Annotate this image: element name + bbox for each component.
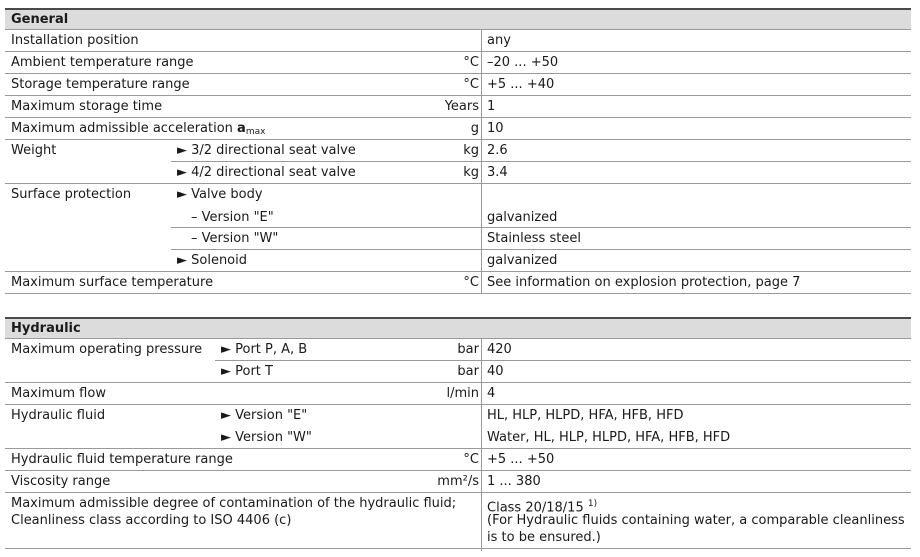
row-sublabel: ► Version "W" [221, 430, 312, 445]
row-value: 10 [487, 121, 504, 136]
row-unit: °C [463, 77, 479, 92]
row-label: Weight [11, 143, 57, 158]
row-label: Viscosity range [11, 474, 111, 489]
row-value: 1 ... 380 [487, 474, 541, 489]
table-row [215, 339, 911, 361]
row-value: any [487, 33, 511, 48]
row-value: 2.6 [487, 143, 508, 158]
row-label: Maximum surface temperature [11, 275, 214, 290]
row-label: Surface protection [11, 187, 132, 202]
table-row [171, 162, 911, 184]
row-sublabel: ► Port T [221, 364, 273, 379]
row-label [11, 121, 265, 140]
row-label: Hydraulic fluid [11, 408, 106, 423]
row-label: Hydraulic fluid temperature range [11, 452, 233, 467]
row-unit: kg [463, 143, 479, 158]
general-section [5, 8, 911, 294]
table-row [5, 30, 911, 52]
section-header [5, 317, 911, 339]
row-value: 4 [487, 386, 496, 401]
table-row [5, 272, 911, 294]
row-label: Maximum admissible degree of contamination of the hydraulic fluid; [11, 496, 457, 511]
table-row [171, 206, 911, 228]
row-label: Maximum storage time [11, 99, 163, 114]
table-row [5, 118, 911, 140]
row-value: –20 ... +50 [487, 55, 559, 70]
row-value: 40 [487, 364, 504, 379]
row-label: Storage temperature range [11, 77, 190, 92]
row-value: Stainless steel [487, 231, 581, 246]
row-label: Installation position [11, 33, 139, 48]
row-value-line2: (For Hydraulic fluids containing water, a comparable cleanliness [487, 513, 905, 528]
label-subscript: max [245, 127, 266, 137]
table-row [215, 405, 911, 427]
row-value: +5 ... +50 [487, 452, 555, 467]
row-value: HL, HLP, HLPD, HFA, HFB, HFD [487, 408, 684, 423]
row-value: 420 [487, 342, 512, 357]
label-text: Maximum admissible acceleration [11, 121, 238, 136]
row-unit: mm²/s [437, 474, 479, 489]
value-text: Class 20/18/15 [487, 500, 588, 516]
row-unit: °C [463, 55, 479, 70]
row-label-line2: Cleanliness class according to ISO 4406 (c) [11, 513, 292, 528]
hydraulic-section [5, 317, 911, 551]
row-label: Maximum flow [11, 386, 106, 401]
table-row [171, 140, 911, 162]
table-row [5, 52, 911, 74]
table-row [215, 427, 911, 449]
row-sublabel: ► 3/2 directional seat valve [177, 143, 356, 158]
table-row [171, 250, 911, 272]
row-value: galvanized [487, 253, 558, 268]
row-unit: bar [457, 342, 479, 357]
row-unit: bar [457, 364, 479, 379]
table-row [5, 383, 911, 405]
row-sublabel: ► Version "E" [221, 408, 308, 423]
section-title: Hydraulic [11, 321, 81, 336]
row-unit: g [470, 121, 479, 136]
table-row [171, 184, 911, 206]
section-header [5, 8, 911, 30]
row-value: galvanized [487, 210, 558, 225]
table-row [5, 493, 911, 549]
row-sublabel: ► 4/2 directional seat valve [177, 165, 356, 180]
row-unit: °C [463, 452, 479, 467]
row-unit: l/min [446, 386, 479, 401]
row-unit: Years [444, 99, 479, 114]
row-value-line3: is to be ensured.) [487, 530, 601, 545]
row-sublabel: – Version "W" [191, 231, 279, 246]
row-unit: kg [463, 165, 479, 180]
row-value: 1 [487, 99, 496, 114]
section-title: General [11, 12, 69, 27]
row-value: 3.4 [487, 165, 508, 180]
table-row [5, 471, 911, 493]
table-row [5, 74, 911, 96]
label-symbol: a [237, 121, 246, 136]
row-unit: °C [463, 275, 479, 290]
row-value: +5 ... +40 [487, 77, 555, 92]
row-sublabel: – Version "E" [191, 210, 274, 225]
table-row [5, 449, 911, 471]
row-label: Ambient temperature range [11, 55, 194, 70]
footnote-marker: 1) [587, 499, 598, 509]
table-row [5, 96, 911, 118]
table-row [215, 361, 911, 383]
row-label: Maximum operating pressure [11, 342, 203, 357]
row-value: See information on explosion protection, page 7 [487, 275, 801, 290]
table-row [171, 228, 911, 250]
row-value: Water, HL, HLP, HLPD, HFA, HFB, HFD [487, 430, 731, 445]
row-sublabel: ► Solenoid [177, 253, 248, 268]
row-sublabel: ► Valve body [177, 187, 263, 202]
row-sublabel: ► Port P, A, B [221, 342, 308, 357]
